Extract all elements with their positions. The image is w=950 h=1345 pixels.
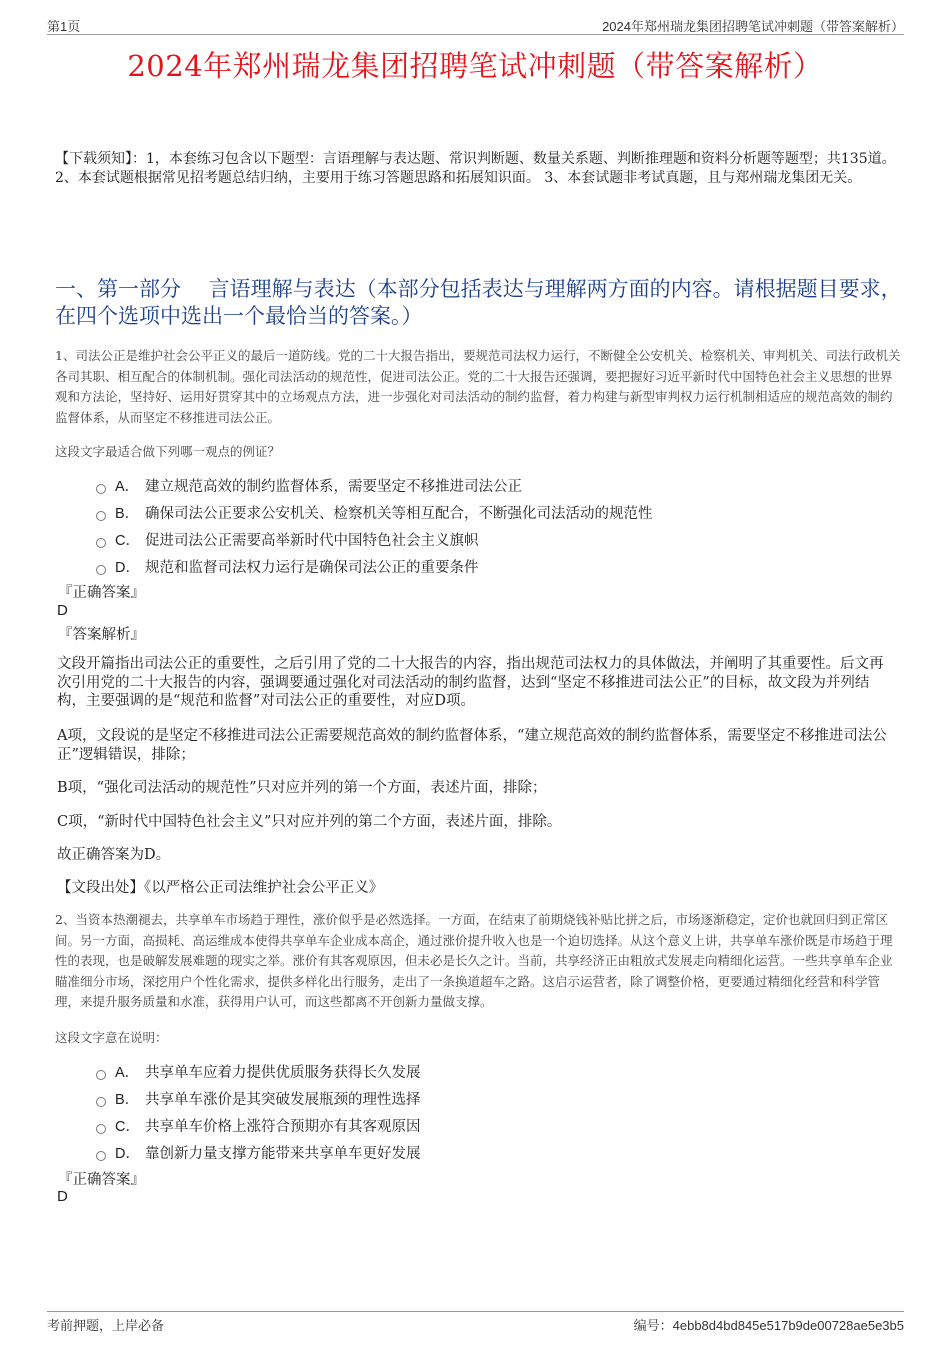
option-text: 规范和监督司法权力运行是确保司法公正的重要条件 bbox=[145, 560, 479, 576]
option-a[interactable] bbox=[96, 472, 876, 499]
footer-slogan: 考前押题，上岸必备 bbox=[47, 1319, 165, 1334]
radio-icon[interactable] bbox=[96, 511, 106, 521]
option-key: C． bbox=[115, 533, 140, 549]
option-text: 共享单车价格上涨符合预期亦有其客观原因 bbox=[145, 1119, 421, 1135]
correct-answer-label: 『正确答案』 bbox=[58, 1172, 145, 1188]
source-citation: 【文段出处】《以严格公正司法维护社会公平正义》 bbox=[57, 880, 384, 896]
option-d[interactable] bbox=[96, 553, 876, 580]
option-d[interactable] bbox=[96, 1139, 876, 1166]
option-text: 建立规范高效的制约监督体系，需要坚定不移推进司法公正 bbox=[145, 479, 522, 495]
option-key: B． bbox=[115, 1092, 140, 1108]
download-notice: 【下载须知】：1，本套练习包含以下题型：言语理解与表达题、常识判断题、数量关系题、判断推理题和资料分析题等题型；共135道。 2、本套试题根据常见招考题总结归纳，主要用于练习答题思路和拓展知识面。 3、本套试题非考试真题，且与郑州瑞龙集团无关。 bbox=[55, 151, 896, 186]
option-key: A． bbox=[115, 479, 140, 495]
radio-icon[interactable] bbox=[96, 1097, 106, 1107]
radio-icon[interactable] bbox=[96, 484, 106, 494]
radio-icon[interactable] bbox=[96, 538, 106, 548]
section-heading: 一、第一部分 言语理解与表达（本部分包括表达与理解两方面的内容。请根据题目要求，在四个选项中选出一个最恰当的答案。） bbox=[55, 277, 902, 328]
option-key: A． bbox=[115, 1065, 140, 1081]
option-c[interactable] bbox=[96, 1112, 876, 1139]
analysis-paragraph: B项，“强化司法活动的规范性”只对应并列的第一个方面，表述片面，排除； bbox=[57, 780, 547, 796]
footer-code-value: 4ebb8d4bd845e517b9de00728ae5e3b5 bbox=[672, 1318, 904, 1333]
footer-code-label: 编号： bbox=[633, 1318, 673, 1333]
page-number: 第1页 bbox=[47, 19, 81, 34]
analysis-paragraph: 文段开篇指出司法公正的重要性，之后引用了党的二十大报告的内容，指出规范司法权力的具体做法，并阐明了其重要性。后文再次引用党的二十大报告的内容，强调要通过强化对司法活动的制约监督，达到“坚定不移推进司法公正”的目标，故文段为并列结构，主要强调的是“规范和监督”对司法公正的重要性，对应D项。 bbox=[57, 656, 884, 709]
question-1-options bbox=[96, 472, 876, 580]
question-2-options bbox=[96, 1058, 876, 1166]
question-1-text: 1、司法公正是维护社会公平正义的最后一道防线。党的二十大报告指出，要规范司法权力运行，不断健全公安机关、检察机关、审判机关、司法行政机关各司其职、相互配合的体制机制。强化司法活动的规范性，促进司法公正。党的二十大报告还强调，要把握好习近平新时代中国特色社会主义思想的世界观和方法论，坚持好、运用好贯穿其中的立场观点方法，进一步强化对司法活动的制约监督，着力构建与新型审判权力运行机制相适应的规范高效的制约监督体系，从而坚定不移推进司法公正。 bbox=[55, 348, 901, 425]
correct-answer: D bbox=[57, 1188, 68, 1205]
option-text: 靠创新力量支撑方能带来共享单车更好发展 bbox=[145, 1146, 421, 1162]
document-title: 2024年郑州瑞龙集团招聘笔试冲刺题（带答案解析） bbox=[127, 49, 823, 83]
question-2-prompt: 这段文字意在说明： bbox=[55, 1030, 168, 1045]
option-key: D． bbox=[115, 560, 140, 576]
page-footer bbox=[47, 1311, 904, 1332]
option-b[interactable] bbox=[96, 499, 876, 526]
analysis-paragraph: C项，“新时代中国特色社会主义”只对应并列的第二个方面，表述片面，排除。 bbox=[57, 814, 562, 830]
question-2-text: 2、当资本热潮褪去，共享单车市场趋于理性，涨价似乎是必然选择。一方面，在结束了前期烧钱补贴比拼之后，市场逐渐稳定，定价也就回归到正常区间。另一方面，高损耗、高运维成本使得共享单车企业成本高企，通过涨价提升收入也是一个迫切选择。从这个意义上讲，共享单车涨价既是市场趋于理性的表现，也是破解发展难题的现实之举。涨价有其客观原因，但未必是长久之计。当前，共享经济正由粗放式发展走向精细化运营。一些共享单车企业瞄准细分市场，深挖用户个性化需求，提供多样化出行服务，走出了一条换道超车之路。这启示运营者，除了调整价格，更要通过精细化经营和科学管理，来提升服务质量和水准，获得用户认可，而这些都离不开创新力量做支撑。 bbox=[55, 912, 893, 1009]
page-header bbox=[47, 14, 904, 35]
option-text: 促进司法公正需要高举新时代中国特色社会主义旗帜 bbox=[145, 533, 479, 549]
option-c[interactable] bbox=[96, 526, 876, 553]
option-b[interactable] bbox=[96, 1085, 876, 1112]
header-doc-title: 2024年郑州瑞龙集团招聘笔试冲刺题（带答案解析） bbox=[602, 19, 904, 34]
correct-answer-label: 『正确答案』 bbox=[58, 585, 145, 601]
footer-code bbox=[634, 1315, 904, 1334]
question-1-prompt: 这段文字最适合做下列哪一观点的例证？ bbox=[55, 444, 281, 459]
analysis-paragraph: A项，文段说的是坚定不移推进司法公正需要规范高效的制约监督体系，“建立规范高效的制约监督体系，需要坚定不移推进司法公正”逻辑错误，排除； bbox=[57, 728, 887, 763]
option-a[interactable] bbox=[96, 1058, 876, 1085]
option-text: 共享单车涨价是其突破发展瓶颈的理性选择 bbox=[145, 1092, 421, 1108]
correct-answer: D bbox=[57, 602, 68, 619]
option-text: 确保司法公正要求公安机关、检察机关等相互配合，不断强化司法活动的规范性 bbox=[145, 506, 653, 522]
radio-icon[interactable] bbox=[96, 1070, 106, 1080]
analysis-label: 『答案解析』 bbox=[58, 627, 145, 643]
option-key: B． bbox=[115, 506, 140, 522]
radio-icon[interactable] bbox=[96, 565, 106, 575]
option-key: C． bbox=[115, 1119, 140, 1135]
radio-icon[interactable] bbox=[96, 1124, 106, 1134]
option-text: 共享单车应着力提供优质服务获得长久发展 bbox=[145, 1065, 421, 1081]
analysis-paragraph: 故正确答案为D。 bbox=[57, 847, 171, 863]
option-key: D． bbox=[115, 1146, 140, 1162]
radio-icon[interactable] bbox=[96, 1151, 106, 1161]
